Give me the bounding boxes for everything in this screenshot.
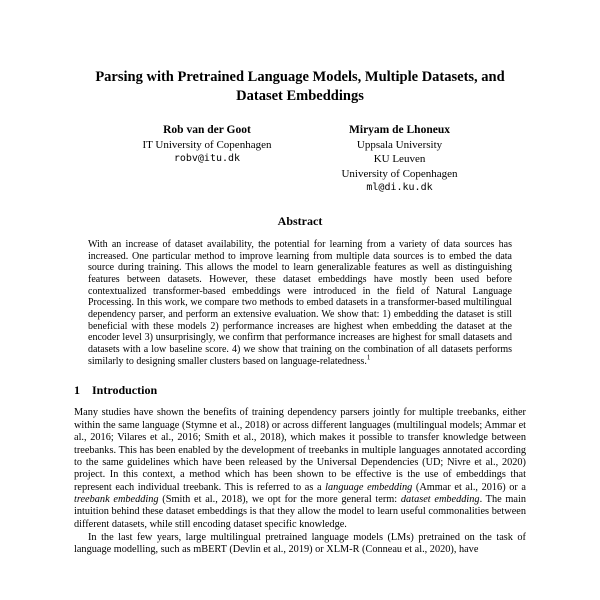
intro-p1-term-language-embedding: language embedding xyxy=(325,481,413,493)
intro-p1-term-treebank-embedding: treebank embedding xyxy=(74,493,159,505)
author-affiliation: Uppsala University xyxy=(356,139,443,152)
intro-p1-segment: . The main intuition behind these dataset embeddings is that they allow the model to learn useful commonalities between different datasets, while still encoding dataset specific knowledge. xyxy=(74,493,527,530)
intro-paragraph-1 xyxy=(74,407,526,530)
author-list xyxy=(74,123,526,194)
author-name: Miryam de Lhoneux xyxy=(349,124,450,137)
abstract-body-text: With an increase of dataset availability, the potential for learning from a variety of data sources has increased. One particular method to improve learning from multiple data sources is to embed the data source during training. This allows the model to learn generalizable features as well as distinguishing features between datasets. However, these dataset embeddings have mostly been used before contextualized transformer-based embeddings were introduced in the field of Natural Language Processing. In this work, we compare two methods to embed datasets in a transformer-based multilingual dependency parser, and perform an extensive evaluation. We show that: 1) embedding the dataset is still beneficial with these models 2) performance increases are highest when embedding the dataset at the encoder level 3) unsurprisingly, we confirm that performance increases are highest for small datasets and datasets with a low baseline score. 4) we show that training on the combination of all datasets performs similarly to designing smaller clusters based on language-relatedness. xyxy=(88,238,512,367)
author-email: ml@di.ku.dk xyxy=(366,181,433,193)
section-heading-introduction xyxy=(74,383,526,398)
intro-p1-segment: Many studies have shown the benefits of training dependency parsers jointly for multiple treebanks, either within the same language (Stymne et al., 2018) or across different languages (multilingual models; Ammar et al., 2016; Vilares et al., 2016; Smith et al., 2018), which makes it possible to transfer knowledge between treebanks. This has been enabled by the development of treebanks in multiple languages annotated according to the same guidelines which have been released by the Universal Dependencies (UD; Nivre et al., 2020) project. In this context, a method which has been shown to be effective is the use of embeddings that represent each individual treebank. This is referred to as a xyxy=(74,407,526,493)
intro-p1-term-dataset-embedding: dataset embedding xyxy=(400,493,480,505)
abstract-heading: Abstract xyxy=(277,213,323,228)
intro-paragraph-2: In the last few years, large multilingual pretrained language models (LMs) pretrained on the task of language modelling, such as mBERT (Devlin et al., 2019) or XLM-R (Conneau et al., 2020), have xyxy=(74,531,526,556)
author-affiliation: University of Copenhagen xyxy=(341,167,458,180)
section-title: Introduction xyxy=(92,383,158,398)
abstract-text xyxy=(88,239,512,368)
author-block-2 xyxy=(341,123,457,194)
intro-p1-segment: (Smith et al., 2018), we opt for the more general term: xyxy=(158,493,401,505)
author-block-1 xyxy=(142,123,271,194)
author-email: robv@itu.dk xyxy=(173,153,241,165)
intro-p1-segment: (Ammar et al., 2016) or a xyxy=(412,481,526,493)
author-affiliation: IT University of Copenhagen xyxy=(142,139,272,152)
footnote-marker: 1 xyxy=(366,353,371,362)
section-number: 1 xyxy=(74,383,80,398)
paper-title: Parsing with Pretrained Language Models, Multiple Datasets, and Dataset Embeddings xyxy=(95,69,505,104)
author-name: Rob van der Goot xyxy=(163,124,251,137)
author-affiliation: KU Leuven xyxy=(373,153,426,166)
